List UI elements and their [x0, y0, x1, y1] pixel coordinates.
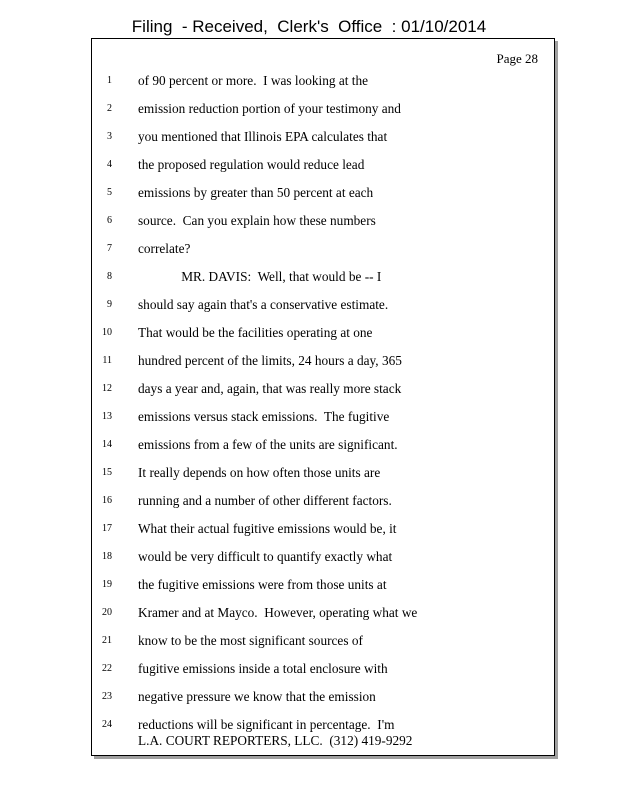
transcript-line: [92, 185, 554, 205]
line-text: correlate?: [138, 241, 191, 256]
line-text: of 90 percent or more. I was looking at the: [138, 73, 369, 88]
line-text: the fugitive emissions were from those units at: [138, 577, 387, 592]
transcript-line: [92, 297, 554, 317]
line-text: It really depends on how often those units are: [138, 465, 381, 480]
line-number: 19: [102, 579, 112, 590]
transcript-line: [92, 241, 554, 261]
line-text: the proposed regulation would reduce lead: [138, 157, 365, 172]
line-number: 16: [102, 495, 112, 506]
line-number: 5: [107, 187, 112, 198]
transcript-line: [92, 101, 554, 121]
line-text: hundred percent of the limits, 24 hours a day, 365: [138, 353, 402, 368]
transcript-line: [92, 213, 554, 233]
transcript-line: [92, 129, 554, 149]
line-number: 15: [102, 467, 112, 478]
transcript-line: [92, 661, 554, 681]
line-number: 10: [102, 327, 112, 338]
line-number: 21: [102, 635, 112, 646]
line-number: 24: [102, 719, 112, 730]
line-text: What their actual fugitive emissions would be, it: [138, 521, 397, 536]
line-number: 2: [107, 103, 112, 114]
line-text: running and a number of other different factors.: [138, 493, 392, 508]
reporter-footer: L.A. COURT REPORTERS, LLC. (312) 419-9292: [138, 733, 413, 748]
transcript-line: [92, 633, 554, 653]
transcript-line: [92, 577, 554, 597]
line-number: 8: [107, 271, 112, 282]
line-number: 20: [102, 607, 112, 618]
transcript-line: [92, 521, 554, 541]
line-text: should say again that's a conservative estimate.: [138, 297, 389, 312]
transcript-line: [92, 465, 554, 485]
line-text: reductions will be significant in percentage. I'm: [138, 717, 395, 732]
transcript-line: [92, 325, 554, 345]
page-number: Page 28: [496, 51, 538, 66]
transcript-line: [92, 437, 554, 457]
line-text: MR. DAVIS: Well, that would be -- I: [138, 269, 382, 284]
line-number: 22: [102, 663, 112, 674]
line-number: 14: [102, 439, 112, 450]
line-text: negative pressure we know that the emission: [138, 689, 376, 704]
transcript-line: [92, 73, 554, 93]
transcript-page: [91, 38, 555, 756]
line-number: 9: [107, 299, 112, 310]
line-number: 23: [102, 691, 112, 702]
transcript-line: [92, 409, 554, 429]
line-number: 11: [102, 355, 112, 366]
line-text: Kramer and at Mayco. However, operating what we: [138, 605, 418, 620]
line-number: 18: [102, 551, 112, 562]
transcript-line: [92, 689, 554, 709]
transcript-line: [92, 605, 554, 625]
line-text: would be very difficult to quantify exactly what: [138, 549, 393, 564]
line-number: 7: [107, 243, 112, 254]
line-text: source. Can you explain how these numbers: [138, 213, 376, 228]
transcript-line: [92, 269, 554, 289]
line-number: 6: [107, 215, 112, 226]
line-text: emission reduction portion of your testimony and: [138, 101, 401, 116]
line-number: 13: [102, 411, 112, 422]
line-number: 4: [107, 159, 112, 170]
transcript-line: [92, 493, 554, 513]
line-text: emissions versus stack emissions. The fugitive: [138, 409, 390, 424]
line-text: emissions from a few of the units are significant.: [138, 437, 398, 452]
line-number: 17: [102, 523, 112, 534]
transcript-line: [92, 381, 554, 401]
line-text: know to be the most significant sources of: [138, 633, 363, 648]
line-text: That would be the facilities operating at one: [138, 325, 373, 340]
line-text: emissions by greater than 50 percent at each: [138, 185, 374, 200]
line-text: you mentioned that Illinois EPA calculates that: [138, 129, 388, 144]
line-number: 3: [107, 131, 112, 142]
transcript-line: [92, 549, 554, 569]
transcript-line: [92, 157, 554, 177]
line-number: 1: [107, 75, 112, 86]
line-text: fugitive emissions inside a total enclosure with: [138, 661, 388, 676]
line-number: 12: [102, 383, 112, 394]
transcript-line: [92, 353, 554, 373]
line-text: days a year and, again, that was really more stack: [138, 381, 402, 396]
filing-stamp: Filing - Received, Clerk's Office : 01/10/2014: [131, 17, 487, 36]
